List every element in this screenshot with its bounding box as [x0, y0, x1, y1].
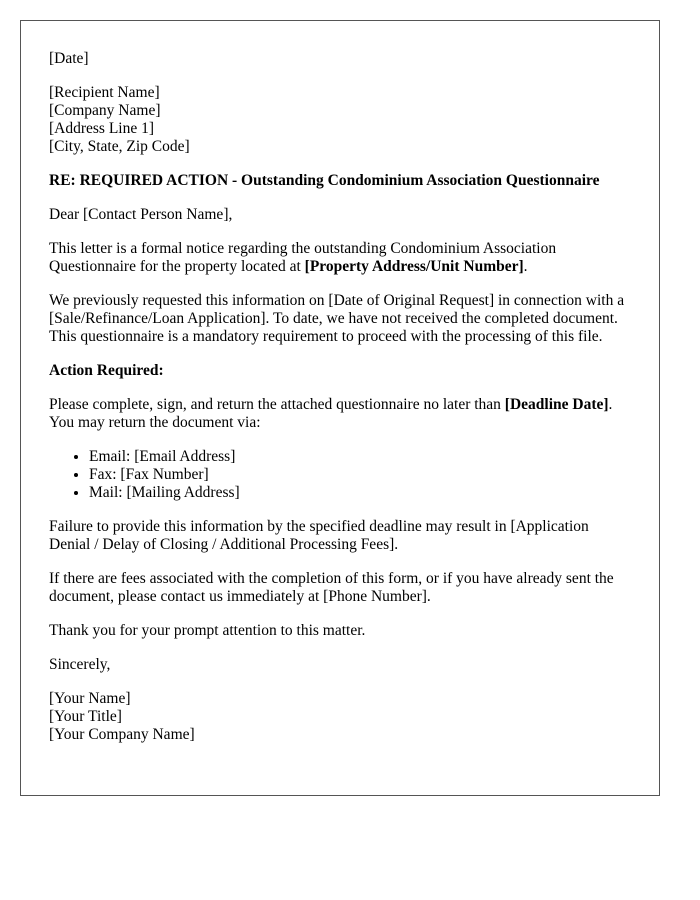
signature-block: [49, 690, 631, 744]
recipient-name: [Recipient Name]: [49, 84, 160, 101]
paragraph-notice-text: This letter is a formal notice regarding the outstanding Condominium Association Questionnaire for the property located at: [49, 240, 557, 275]
letter-document: [20, 20, 660, 796]
paragraph-fees-contact: If there are fees associated with the completion of this form, or if you have already sent the document, please contact us immediately at [Phone Number].: [49, 570, 614, 605]
recipient-city-state-zip: [City, State, Zip Code]: [49, 138, 190, 155]
list-item: • Mail: [Mailing Address]: [89, 484, 631, 502]
salutation: Dear [Contact Person Name],: [49, 206, 233, 223]
paragraph-previous-request: We previously requested this information on [Date of Original Request] in connection with a [Sale/Refinance/Loan Application]. To date, we have not received the completed document. This questionnaire is a mandatory requirement to proceed with the processing of this file.: [49, 292, 625, 345]
paragraph-deadline: [49, 396, 631, 432]
letter-date: [Date]: [49, 50, 89, 67]
subject-line: RE: REQUIRED ACTION - Outstanding Condominium Association Questionnaire: [49, 172, 600, 189]
paragraph-deadline-end: . You may return the document via:: [49, 396, 613, 431]
paragraph-failure: Failure to provide this information by the specified deadline may result in [Application Denial / Delay of Closing / Additional Processing Fees].: [49, 518, 589, 553]
action-required-heading: Action Required:: [49, 362, 164, 379]
list-item: • Email: [Email Address]: [89, 448, 631, 466]
recipient-block: [49, 84, 631, 156]
signature-title: [Your Title]: [49, 708, 122, 725]
list-item: • Fax: [Fax Number]: [89, 466, 631, 484]
paragraph-notice: [49, 240, 631, 276]
paragraph-deadline-text: Please complete, sign, and return the attached questionnaire no later than: [49, 396, 505, 413]
paragraph-notice-end: .: [523, 258, 528, 275]
paragraph-thank-you: Thank you for your prompt attention to this matter.: [49, 622, 366, 639]
property-address-placeholder: [Property Address/Unit Number]: [304, 258, 524, 275]
return-methods-list: [49, 448, 631, 502]
recipient-company: [Company Name]: [49, 102, 161, 119]
signature-company: [Your Company Name]: [49, 726, 195, 743]
signature-name: [Your Name]: [49, 690, 131, 707]
deadline-date-placeholder: [Deadline Date]: [504, 396, 609, 413]
recipient-address-line-1: [Address Line 1]: [49, 120, 155, 137]
closing: Sincerely,: [49, 656, 111, 673]
